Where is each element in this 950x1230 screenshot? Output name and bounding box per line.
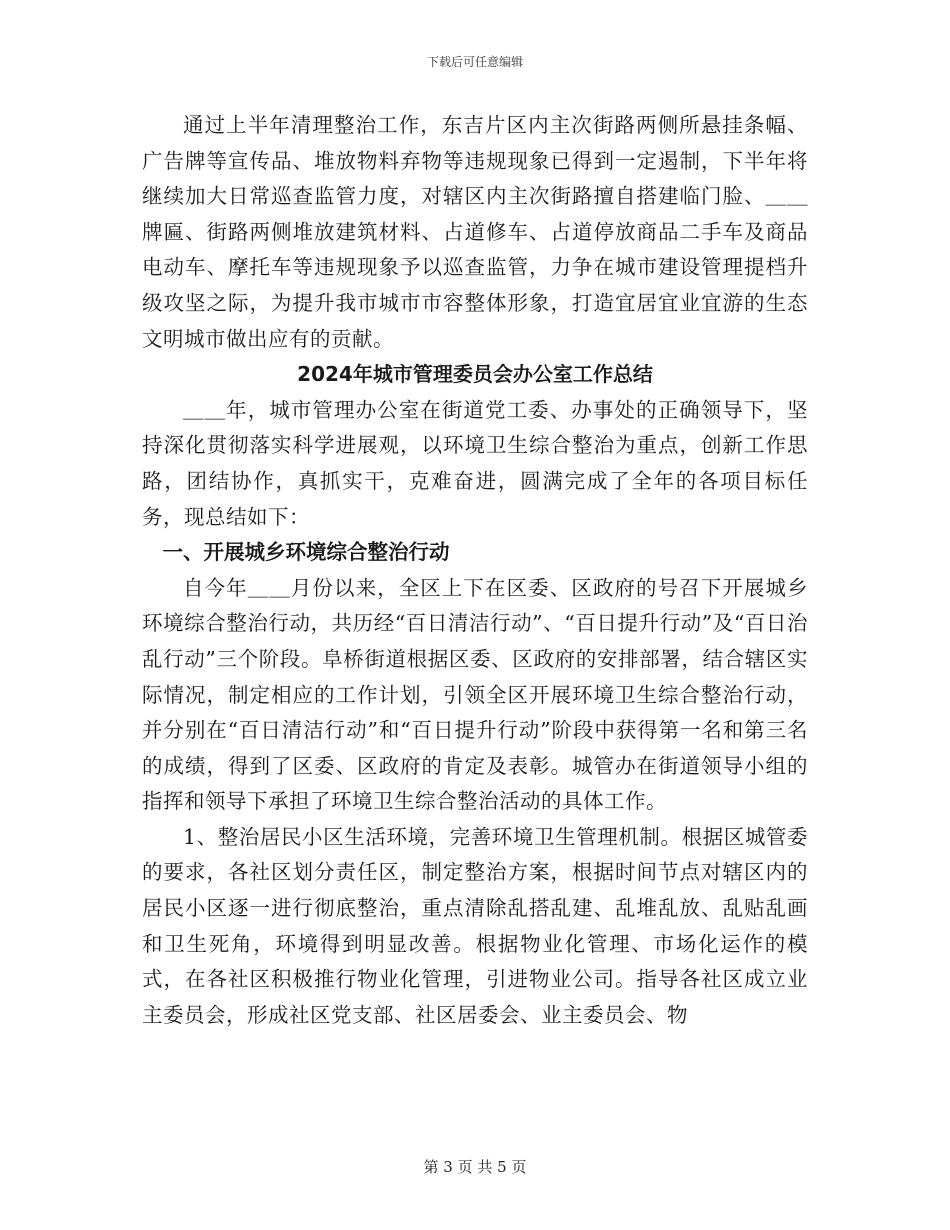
paragraph-2: ＿＿年，城市管理办公室在街道党工委、办事处的正确领导下，坚持深化贯彻落实科学进展观，以环境卫生综合整治为重点，创新工作思路，团结协作，真抓实干，克难奋进，圆满完成了全年的各项目标任务，现总结如下：	[142, 397, 808, 529]
page-footer: 第 3 页 共 5 页	[423, 1158, 527, 1176]
heading-1: 一、开展城乡环境综合整治行动	[162, 540, 450, 565]
paragraph-1: 通过上半年清理整治工作，东吉片区内主次街路两侧所悬挂条幅、广告牌等宣传品、堆放物料弃物等违规现象已得到一定遏制，下半年将继续加大日常巡查监管力度，对辖区内主次街路擅自搭建临门脸、＿＿牌匾、街路两侧堆放建筑材料、占道修车、占道停放商品二手车及商品电动车、摩托车等违规现象予以巡查监管，力争在城市建设管理提档升级攻坚之际，为提升我市城市市容整体形象，打造宜居宜业宜游的生态文明城市做出应有的贡献。	[142, 113, 808, 351]
document-body	[142, 108, 808, 1033]
paragraph-4: 1、整治居民小区生活环境，完善环境卫生管理机制。根据区城管委的要求，各社区划分责任区，制定整治方案，根据时间节点对辖区内的居民小区逐一进行彻底整治，重点清除乱搭乱建、乱堆乱放、乱贴乱画和卫生死角，环境得到明显改善。根据物业化管理、市场化运作的模式，在各社区积极推行物业化管理，引进物业公司。指导各社区成立业主委员会，形成社区党支部、社区居委会、业主委员会、物	[142, 824, 808, 1027]
page-header: 下载后可任意编辑	[426, 55, 523, 69]
paragraph-3: 自今年＿＿月份以来，全区上下在区委、区政府的号召下开展城乡环境综合整治行动，共历经“百日清洁行动”、“百日提升行动”及“百日治乱行动”三个阶段。阜桥街道根据区委、区政府的安排部署，结合辖区实际情况，制定相应的工作计划，引领全区开展环境卫生综合整治行动，并分别在“百日清洁行动”和“百日提升行动”阶段中获得第一名和第三名的成绩，得到了区委、区政府的肯定及表彰。城管办在街道领导小组的指挥和领导下承担了环境卫生综合整治活动的具体工作。	[142, 575, 808, 814]
section-title: 2024年城市管理委员会办公室工作总结	[297, 362, 653, 387]
